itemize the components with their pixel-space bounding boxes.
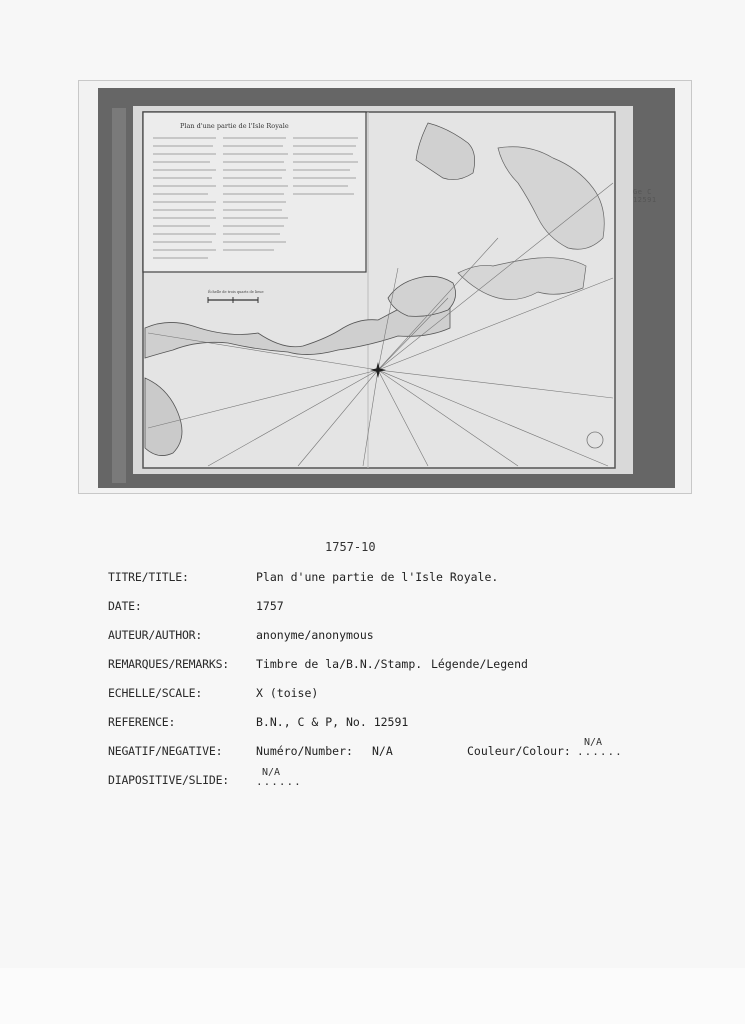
field-label: ECHELLE/SCALE:: [108, 686, 203, 700]
colour-label: Couleur/Colour:: [467, 744, 571, 758]
field-label: REMARQUES/REMARKS:: [108, 657, 230, 671]
field-row-reference: [0, 715, 745, 733]
field-row-scale: [0, 686, 745, 704]
field-label: AUTEUR/AUTHOR:: [108, 628, 203, 642]
field-label: REFERENCE:: [108, 715, 176, 729]
map-illustration: [98, 88, 675, 488]
field-row-title: [0, 570, 745, 588]
field-value: X (toise): [256, 686, 319, 700]
field-value: Numéro/Number:: [256, 744, 353, 758]
colour-value: N/A: [584, 737, 603, 748]
slide-value: N/A: [262, 767, 281, 778]
field-row-negative: [0, 737, 745, 762]
field-row-remarks: [0, 657, 745, 675]
field-label: DIAPOSITIVE/SLIDE:: [108, 773, 230, 787]
field-value-secondary: Légende/Legend: [431, 657, 528, 671]
field-value: B.N., C & P, No. 12591: [256, 715, 409, 729]
slide-dots: ......: [256, 775, 302, 788]
map-stamp-number: Ge C 12591: [633, 188, 657, 204]
field-row-author: [0, 628, 745, 646]
colour-dots: ......: [577, 745, 623, 758]
field-row-slide: [0, 767, 745, 791]
catalog-id: 1757-10: [325, 540, 376, 554]
field-value: Timbre de la/B.N./Stamp.: [256, 657, 423, 671]
field-label: TITRE/TITLE:: [108, 570, 189, 584]
negative-number-value: N/A: [372, 744, 393, 758]
field-label: DATE:: [108, 599, 142, 613]
field-value: 1757: [256, 599, 284, 613]
field-value: anonyme/anonymous: [256, 628, 374, 642]
sheet-bottom-margin: [0, 968, 745, 1024]
field-row-date: [0, 599, 745, 617]
field-label: NEGATIF/NEGATIVE:: [108, 744, 223, 758]
scale-bar-label: Échelle de trois quarts de lieue: [208, 290, 264, 294]
map-title-text: Plan d'une partie de l'Isle Royale: [180, 122, 289, 130]
map-photograph: [98, 88, 675, 488]
field-value: Plan d'une partie de l'Isle Royale.: [256, 570, 499, 584]
